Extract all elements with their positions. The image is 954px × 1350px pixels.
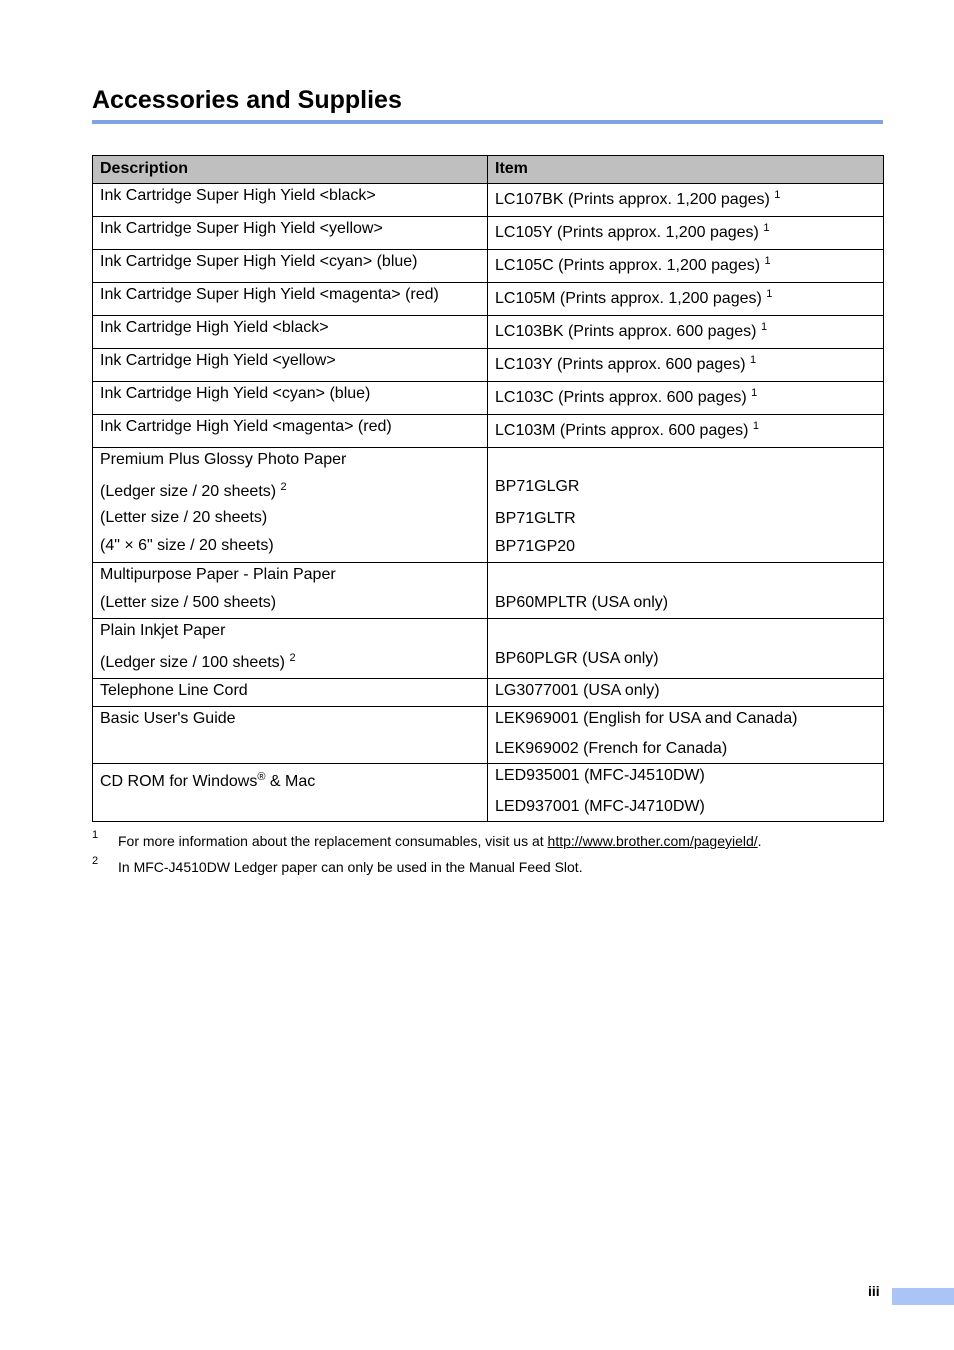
footnote-number: 2 — [92, 855, 99, 867]
description-cell — [93, 316, 488, 349]
description-text: Multipurpose Paper - Plain Paper — [100, 566, 336, 583]
footnote-ref: 1 — [774, 189, 781, 201]
supplies-table — [92, 155, 884, 822]
footnote-ref: 1 — [751, 387, 758, 399]
footnote-ref: 1 — [749, 354, 757, 366]
item-text: LC103C (Prints approx. 600 pages) — [495, 389, 747, 406]
footnote-ref: 1 — [766, 288, 773, 300]
item-text: BP71GP20 — [495, 538, 576, 555]
table-row — [93, 184, 884, 217]
table-row — [93, 316, 884, 349]
description-text: Ink Cartridge Super High Yield <cyan> (blue) — [100, 253, 418, 270]
footnote-text: In MFC-J4510DW Ledger paper can only be used in the Manual Feed Slot. — [118, 859, 583, 875]
footnote-2 — [92, 854, 892, 880]
item-text: LC105Y (Prints approx. 1,200 pages) — [495, 224, 759, 241]
description-text: Ink Cartridge Super High Yield <black> — [100, 187, 376, 204]
table-row-multipurpose — [93, 563, 884, 619]
footnote-1 — [92, 828, 892, 854]
item-cell — [488, 619, 884, 679]
item-text: BP71GLGR — [495, 478, 580, 495]
page-number: iii — [868, 1283, 880, 1299]
table-row — [93, 217, 884, 250]
table-row-inkjet — [93, 619, 884, 679]
item-text: LED937001 (MFC-J4710DW) — [495, 798, 705, 815]
table-row — [93, 349, 884, 382]
description-cell — [93, 349, 488, 382]
item-cell — [488, 563, 884, 619]
footnote-ref: 1 — [760, 321, 768, 333]
footnotes — [92, 828, 892, 880]
description-text: (Letter size / 500 sheets) — [100, 594, 277, 611]
description-cell — [93, 679, 488, 707]
item-cell — [488, 707, 884, 764]
table-row — [93, 382, 884, 415]
page-tab-marker — [892, 1288, 954, 1305]
footnote-ref: 2 — [280, 481, 287, 493]
footnote-number: 1 — [92, 829, 99, 841]
table-row-cord — [93, 679, 884, 707]
description-text: Basic User's Guide — [100, 710, 236, 727]
description-text: Ink Cartridge High Yield <magenta> (red) — [100, 418, 392, 435]
description-cell — [93, 184, 488, 217]
description-cell — [93, 619, 488, 679]
item-cell — [488, 250, 884, 283]
title-underline — [92, 120, 883, 124]
description-text: Ink Cartridge Super High Yield <magenta> (red) — [100, 286, 439, 303]
footnote-punctuation: . — [757, 833, 762, 849]
item-text: BP60PLGR (USA only) — [495, 650, 659, 667]
description-cell — [93, 283, 488, 316]
description-text: Ink Cartridge High Yield <cyan> (blue) — [100, 385, 371, 402]
item-text: LC105M (Prints approx. 1,200 pages) — [495, 290, 762, 307]
item-text: LEK969001 (English for USA and Canada) — [495, 710, 798, 727]
pageyield-link[interactable]: http://www.brother.com/pageyield/ — [547, 833, 758, 849]
description-text: CD ROM for Windows — [100, 773, 258, 790]
description-cell — [93, 764, 488, 822]
description-cell — [93, 415, 488, 448]
item-text: BP60MPLTR (USA only) — [495, 594, 669, 611]
description-text: (Letter size / 20 sheets) — [100, 509, 268, 526]
footnote-ref: 2 — [289, 652, 296, 664]
footnote-ref: 1 — [764, 255, 771, 267]
description-text: (4" × 6" size / 20 sheets) — [100, 537, 274, 554]
item-text: LC107BK (Prints approx. 1,200 pages) — [495, 191, 770, 208]
item-cell — [488, 382, 884, 415]
table-row-guide — [93, 707, 884, 764]
description-text: Ink Cartridge Super High Yield <yellow> — [100, 220, 383, 237]
item-cell — [488, 283, 884, 316]
description-text: Telephone Line Cord — [100, 682, 248, 699]
table-row — [93, 415, 884, 448]
description-cell — [93, 217, 488, 250]
description-text: Ink Cartridge High Yield <black> — [100, 319, 329, 336]
description-text: (Ledger size / 100 sheets) — [100, 654, 285, 671]
description-text: & Mac — [265, 773, 316, 790]
table-row — [93, 250, 884, 283]
table-row — [93, 283, 884, 316]
description-text: Plain Inkjet Paper — [100, 622, 226, 639]
description-cell — [93, 707, 488, 764]
item-text: LC103M (Prints approx. 600 pages) — [495, 422, 749, 439]
item-cell — [488, 316, 884, 349]
item-cell — [488, 184, 884, 217]
description-cell — [93, 563, 488, 619]
item-cell — [488, 764, 884, 822]
item-text: BP71GLTR — [495, 510, 576, 527]
table-row-photo-paper — [93, 448, 884, 563]
description-cell — [93, 448, 488, 563]
page-title: Accessories and Supplies — [92, 86, 402, 114]
description-text: Ink Cartridge High Yield <yellow> — [100, 352, 336, 369]
item-cell — [488, 415, 884, 448]
item-text: LC103BK (Prints approx. 600 pages) — [495, 323, 757, 340]
registered-mark: ® — [257, 771, 266, 783]
item-text: LC103Y (Prints approx. 600 pages) — [495, 356, 746, 373]
table-row-cdrom — [93, 764, 884, 822]
item-text: LED935001 (MFC-J4510DW) — [495, 767, 705, 784]
item-text: LEK969002 (French for Canada) — [495, 740, 728, 757]
description-text: (Ledger size / 20 sheets) — [100, 483, 277, 500]
item-cell — [488, 448, 884, 563]
description-cell — [93, 382, 488, 415]
column-header-description: Description — [93, 156, 488, 184]
table-header-row — [93, 156, 884, 184]
item-text: LG3077001 (USA only) — [495, 682, 660, 699]
footnote-text: For more information about the replacement consumables, visit us at — [118, 833, 548, 849]
description-text: Premium Plus Glossy Photo Paper — [100, 451, 347, 468]
footnote-ref: 1 — [752, 420, 760, 432]
item-cell — [488, 349, 884, 382]
footnote-ref: 1 — [763, 222, 770, 234]
description-cell — [93, 250, 488, 283]
item-cell — [488, 679, 884, 707]
item-cell — [488, 217, 884, 250]
item-text: LC105C (Prints approx. 1,200 pages) — [495, 257, 761, 274]
column-header-item: Item — [488, 156, 884, 184]
